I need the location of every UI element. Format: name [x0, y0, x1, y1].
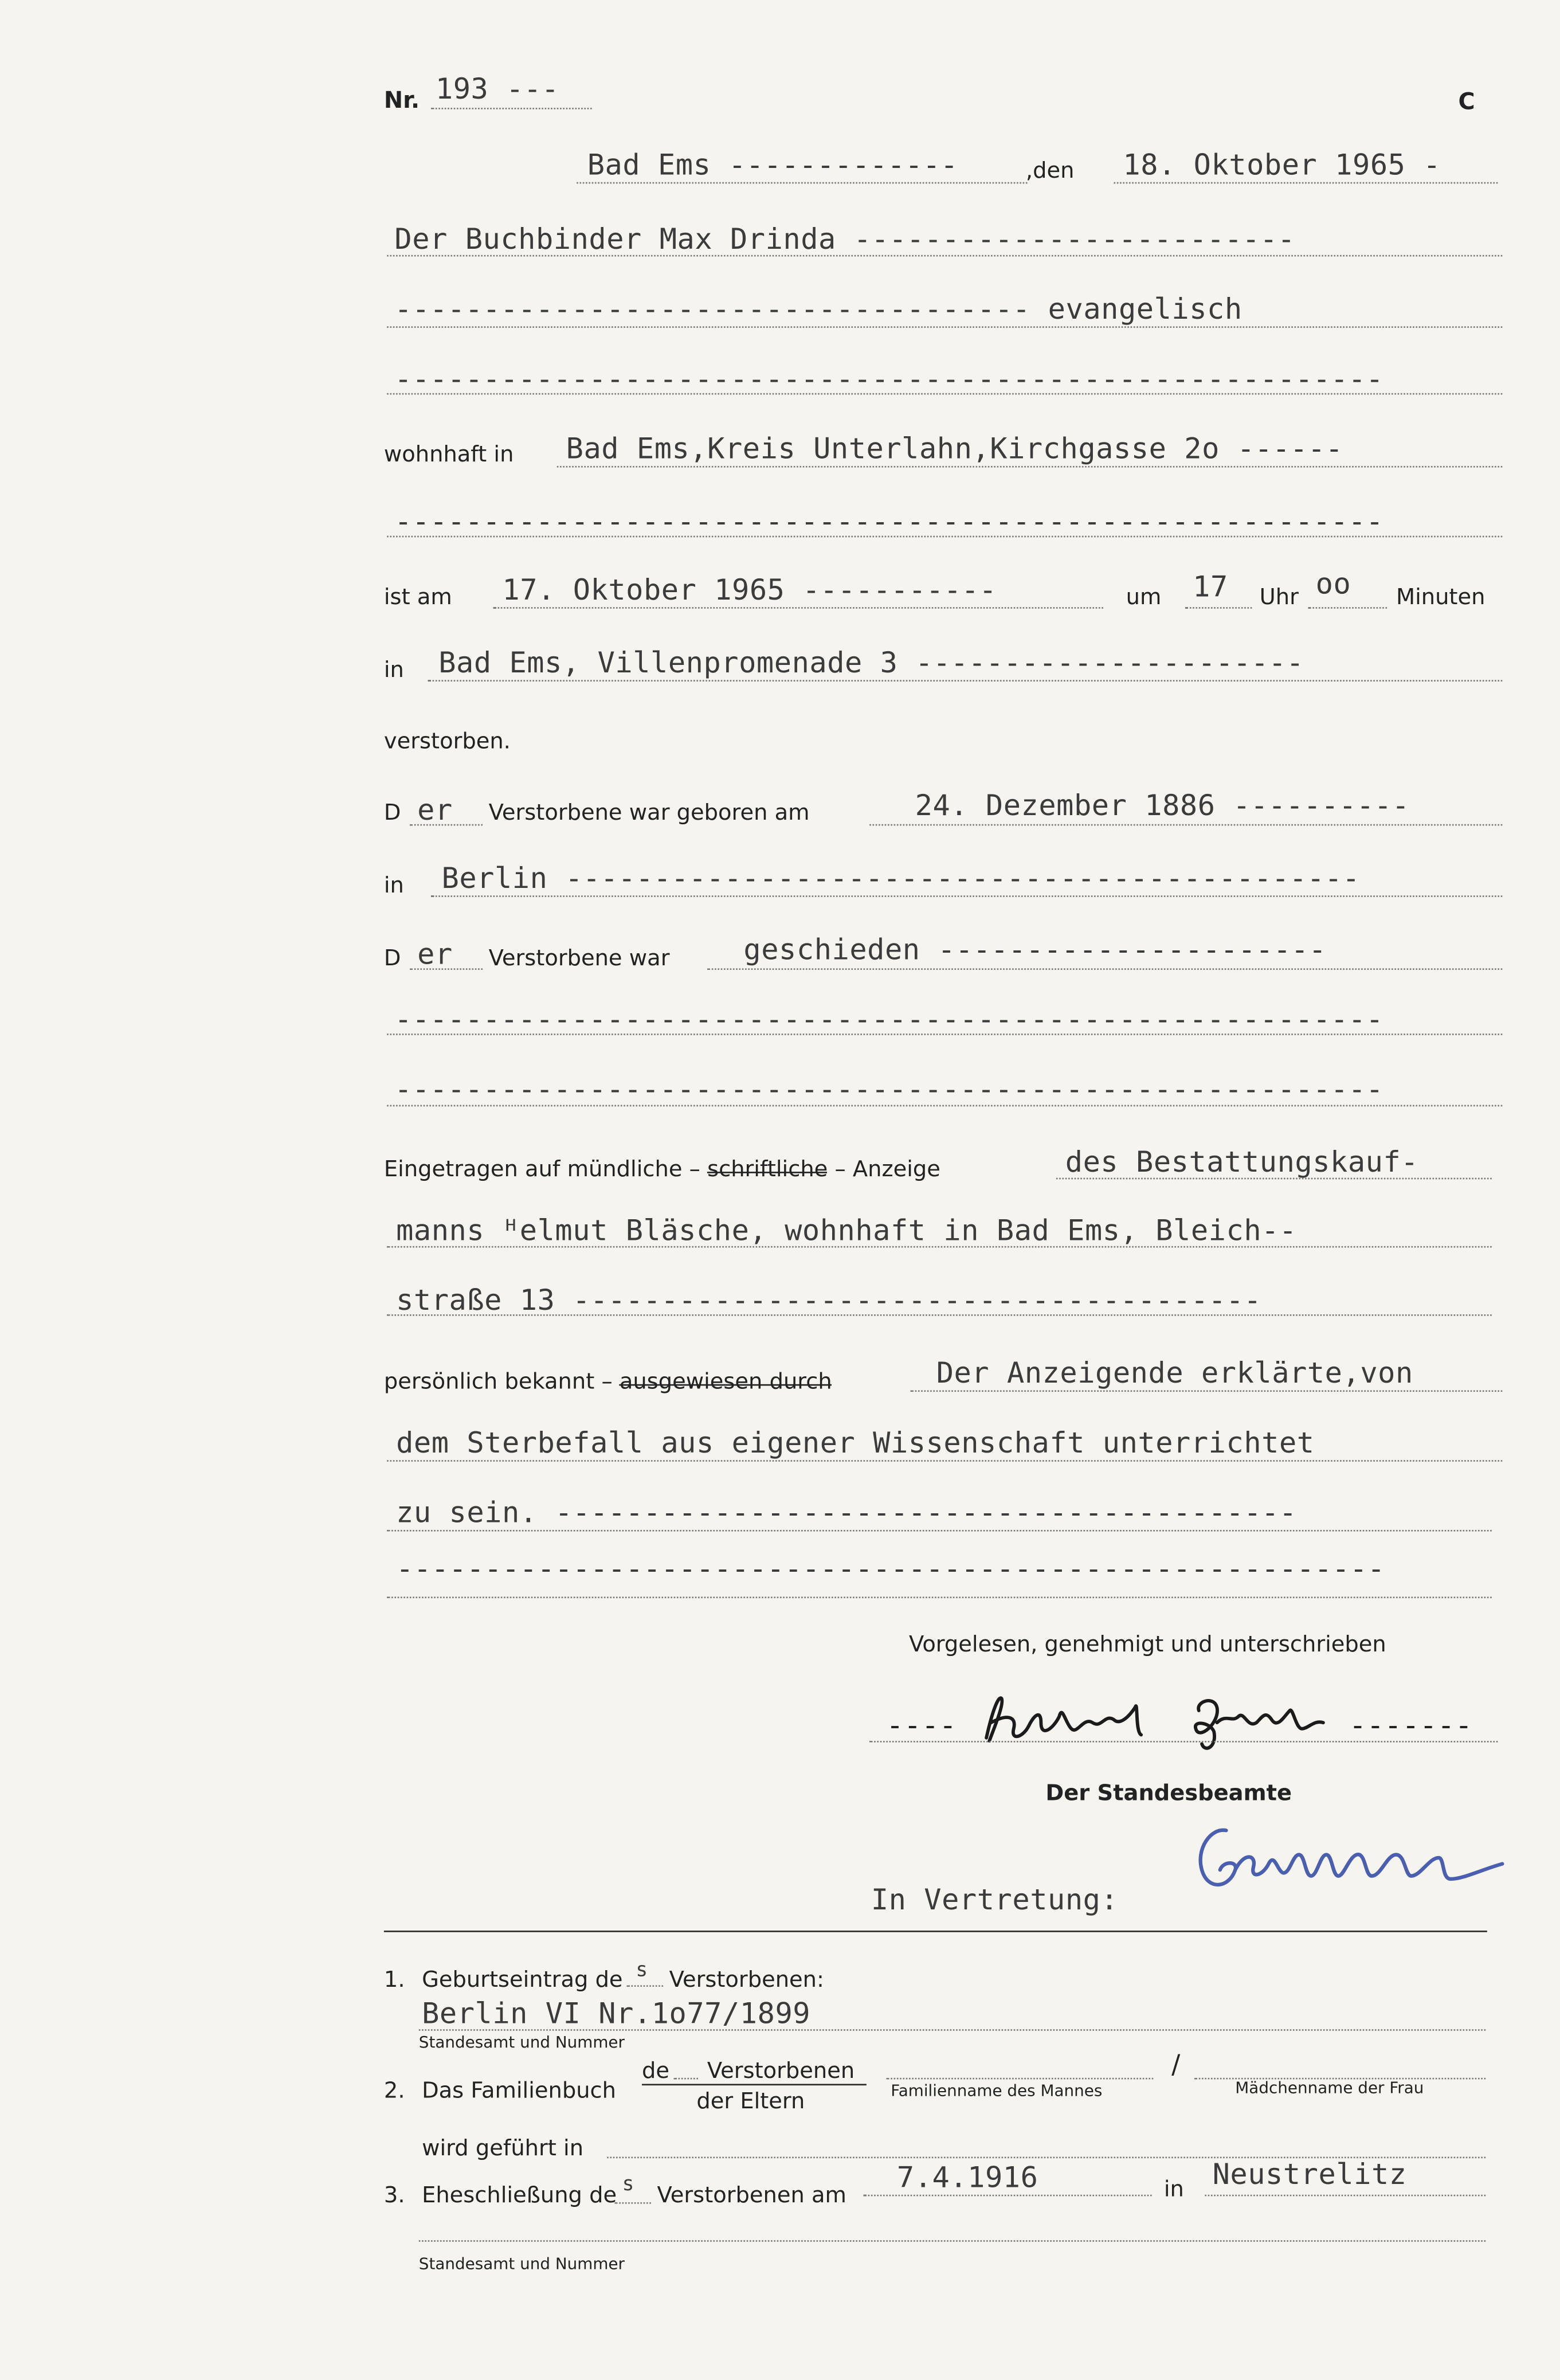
item3-in-label: in	[1163, 2178, 1184, 2202]
item3-date-typed: 7.4.1916	[896, 2161, 1038, 2195]
item1-suffix: Verstorbenen:	[669, 1968, 824, 1993]
death-place-typed: Bad Ems, Villenpromenade 3 ----------------------	[438, 646, 1304, 680]
identity-dotline-4	[387, 1596, 1492, 1598]
birth-date-dotline	[869, 824, 1502, 826]
registration-dotline-1	[1056, 1178, 1492, 1180]
item3-s-typed: s	[622, 2173, 634, 2197]
death-minutes-typed: oo	[1315, 567, 1351, 601]
item1-value-typed: Berlin VI Nr.1o77/1899	[422, 1997, 811, 2031]
residence-dotline-1	[557, 466, 1503, 468]
signature-left-dashes: ----	[886, 1709, 957, 1743]
status-typed: geschieden ----------------------	[743, 933, 1327, 967]
place-dotline	[577, 182, 1027, 184]
registration-dotline-3	[387, 1314, 1492, 1316]
declarant-dotline-1	[387, 255, 1502, 257]
item2-maedchenname-caption: Mädchenname der Frau	[1235, 2079, 1424, 2098]
uhr-label: Uhr	[1259, 586, 1299, 610]
item3-place-typed: Neustrelitz	[1212, 2158, 1407, 2192]
item1-dotline	[419, 2029, 1485, 2031]
bekannt-label: persönlich bekannt – ausgewiesen durch	[383, 1370, 832, 1395]
birth-place-typed: Berlin ---------------------------------------------	[441, 862, 1361, 896]
corner-letter: C	[1458, 88, 1475, 116]
registration-dotline-2	[387, 1246, 1492, 1248]
birth-d-label: D	[383, 801, 401, 826]
item3-number: 3.	[383, 2184, 405, 2209]
nr-dotline	[431, 108, 592, 109]
minutes-dotline	[1308, 607, 1387, 609]
item1-label: Geburtseintrag de	[422, 1968, 623, 1993]
status-er-dotline	[410, 968, 483, 970]
residence-dotline-2	[387, 536, 1502, 538]
item3-date-dotline	[864, 2195, 1152, 2197]
birth-er-typed: er	[417, 793, 453, 828]
birth-er-dotline	[410, 824, 483, 826]
declarant-dotline-3	[387, 393, 1502, 395]
item2-verstorbenen: Verstorbenen	[707, 2060, 855, 2084]
status-dotline-2	[387, 1034, 1502, 1035]
identity-dotline-1	[911, 1390, 1503, 1392]
death-date-dotline	[493, 607, 1103, 609]
identity-dotline-2	[387, 1460, 1502, 1462]
birth-place-dotline	[431, 895, 1502, 897]
death-in-label: in	[383, 659, 404, 683]
item2-number: 2.	[383, 2079, 405, 2104]
item2-familienname-dotline	[886, 2078, 1153, 2080]
status-dotline-3	[387, 1105, 1502, 1107]
declarant-line-2: ------------------------------------ evangelisch	[394, 293, 1242, 327]
schriftliche-struck: schriftliche	[707, 1158, 828, 1183]
residence-label: wohnhaft in	[383, 443, 514, 468]
residence-line-2: --------------------------------------------------------	[394, 505, 1384, 539]
status-dotline	[707, 968, 1502, 970]
place-typed: Bad Ems -------------	[587, 148, 958, 182]
birth-date-typed: 24. Dezember 1886 ----------	[915, 789, 1410, 823]
item3-standesamt-dotline	[419, 2240, 1485, 2242]
status-line-3: --------------------------------------------------------	[394, 1072, 1384, 1107]
death-date-typed: 17. Oktober 1965 -----------	[502, 573, 997, 608]
declarant-line-3: --------------------------------------------------------	[394, 362, 1384, 397]
minuten-label: Minuten	[1396, 586, 1485, 610]
residence-line-1: Bad Ems,Kreis Unterlahn,Kirchgasse 2o ------	[566, 432, 1343, 466]
verstorben-label: verstorben.	[383, 730, 511, 754]
standesamt-nummer-caption-1: Standesamt und Nummer	[418, 2034, 625, 2052]
death-hour-typed: 17	[1193, 570, 1228, 604]
date-typed: 18. Oktober 1965 -	[1123, 148, 1441, 182]
vorgelesen-label: Vorgelesen, genehmigt und unterschrieben	[909, 1633, 1386, 1658]
den-label: ,den	[1025, 159, 1075, 184]
war-label: Verstorbene war	[488, 947, 670, 972]
footer-divider	[384, 1931, 1487, 1932]
standesbeamte-label: Der Standesbeamte	[1045, 1782, 1292, 1806]
item2-fraction-line	[642, 2084, 867, 2085]
item2-label: Das Familienbuch	[422, 2079, 617, 2104]
status-er-typed: er	[417, 938, 453, 972]
vertretung-typed: In Vertretung:	[871, 1883, 1119, 1917]
registration-typed-2: manns ᴴelmut Bläsche, wohnhaft in Bad Ems, Bleich--	[396, 1214, 1297, 1248]
item1-s-dotline	[627, 1985, 664, 1987]
item1-number: 1.	[383, 1968, 405, 1993]
identity-typed-2: dem Sterbefall aus eigener Wissenschaft unterrichtet	[396, 1426, 1315, 1461]
signature-vertretung-blue	[1183, 1818, 1518, 1909]
item2-de-dotline	[674, 2078, 698, 2080]
item3-place-dotline	[1205, 2195, 1485, 2197]
signature-right-dashes: -------	[1349, 1709, 1473, 1743]
nr-value: 193 ---	[435, 73, 559, 107]
geboren-label: Verstorbene war geboren am	[488, 801, 810, 826]
status-line-2: --------------------------------------------------------	[394, 1003, 1384, 1037]
item2-slash: /	[1171, 2050, 1181, 2081]
item3-label: Eheschließung de	[422, 2184, 617, 2209]
registration-typed-3: straße 13 ---------------------------------------	[396, 1284, 1262, 1318]
item2-familienname-caption: Familienname des Mannes	[891, 2082, 1103, 2101]
signature-dotline	[869, 1741, 1498, 1743]
birth-in-label: in	[383, 874, 404, 899]
item3-verstorbenen-am: Verstorbenen am	[657, 2184, 846, 2209]
status-d-label: D	[383, 947, 401, 972]
item1-s-typed: s	[636, 1959, 648, 1983]
identity-dotline-3	[387, 1530, 1492, 1532]
registration-typed-1: des Bestattungskauf-	[1065, 1146, 1419, 1180]
hour-dotline	[1185, 607, 1252, 609]
identity-typed-3: zu sein. ------------------------------------------	[396, 1496, 1297, 1530]
declarant-dotline-2	[387, 326, 1502, 328]
declarant-line-1: Der Buchbinder Max Drinda -------------------------	[394, 223, 1296, 257]
ist-am-label: ist am	[383, 586, 452, 610]
item3-s-dotline	[614, 2202, 651, 2204]
death-place-dotline	[428, 680, 1503, 682]
eingetragen-label: Eingetragen auf mündliche – schriftliche – Anzeige	[383, 1158, 940, 1183]
identity-typed-4: --------------------------------------------------------	[396, 1552, 1385, 1586]
identity-typed-1: Der Anzeigende erklärte,von	[936, 1357, 1413, 1391]
item2-gefuehrt-label: wird geführt in	[422, 2137, 584, 2162]
nr-label: Nr.	[383, 86, 420, 114]
item2-eltern: der Eltern	[696, 2090, 805, 2115]
ausgewiesen-struck: ausgewiesen durch	[619, 1370, 832, 1395]
um-label: um	[1126, 586, 1162, 610]
date-dotline	[1114, 182, 1498, 184]
item2-de: de	[642, 2060, 670, 2084]
standesamt-nummer-caption-2: Standesamt und Nummer	[418, 2255, 625, 2274]
